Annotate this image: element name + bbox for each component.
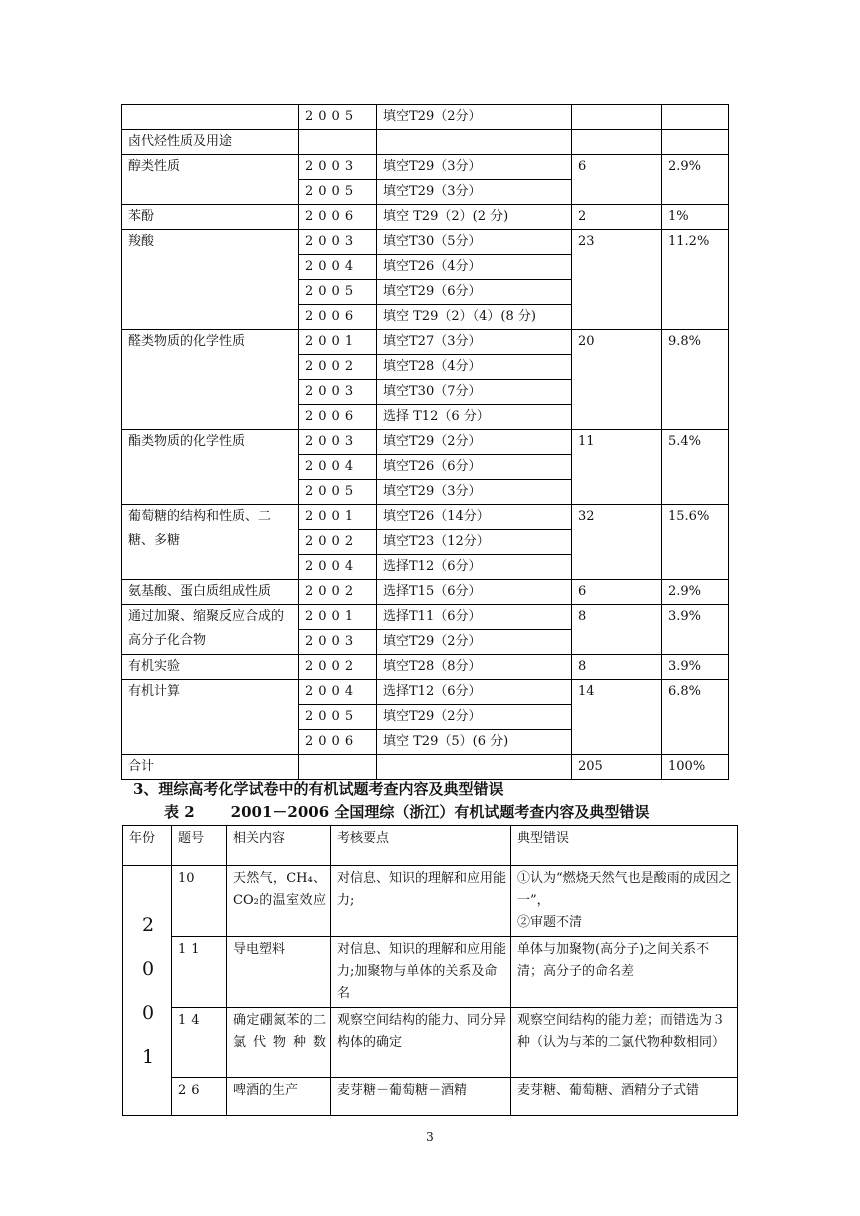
- error-cell: 麦芽糖、葡萄糖、酒精分子式错: [511, 1078, 738, 1116]
- table-row: [123, 1078, 738, 1116]
- year-cell: 2003: [299, 430, 377, 455]
- topic-cell: 羧酸: [122, 230, 299, 330]
- table-row: [122, 430, 729, 455]
- item-cell: 填空T23（12分）: [377, 530, 572, 555]
- year-cell: 2001: [299, 330, 377, 355]
- percent-cell: 2.9%: [662, 155, 729, 205]
- item-cell: 填空T29（3分）: [377, 480, 572, 505]
- count-cell: 6: [572, 155, 662, 205]
- year-cell: 2002: [299, 655, 377, 680]
- topic-cell: [122, 105, 299, 130]
- percent-cell: 15.6%: [662, 505, 729, 580]
- item-cell: [377, 755, 572, 780]
- count-cell: 6: [572, 580, 662, 605]
- table-row: [122, 505, 729, 530]
- year-cell: 2006: [299, 405, 377, 430]
- key-point-cell: 麦芽糖－葡萄糖－酒精: [331, 1078, 511, 1116]
- percent-cell: 9.8%: [662, 330, 729, 430]
- year-cell: [299, 130, 377, 155]
- topic-cell: 苯酚: [122, 205, 299, 230]
- year-cell: 2003: [299, 155, 377, 180]
- year-cell: 2001: [299, 505, 377, 530]
- count-cell: 8: [572, 605, 662, 655]
- content-cell: 天然气，CH₄、CO₂的温室效应: [227, 866, 331, 937]
- typical-errors-table: [122, 825, 738, 1116]
- year-cell: 2005: [299, 180, 377, 205]
- topic-cell: 通过加聚、缩聚反应合成的高分子化合物: [122, 605, 299, 655]
- percent-cell: [662, 130, 729, 155]
- header-year: 年份: [123, 826, 172, 866]
- topic-statistics-table: [121, 104, 729, 780]
- item-cell: [377, 130, 572, 155]
- error-cell: ①认为“燃烧天然气也是酸雨的成因之一”， ②审题不清: [511, 866, 738, 937]
- item-cell: 填空T29（2分）: [377, 705, 572, 730]
- item-cell: 填空T27（3分）: [377, 330, 572, 355]
- item-cell: 填空T26（14分）: [377, 505, 572, 530]
- table-row: [123, 937, 738, 1008]
- year-cell: 2004: [299, 455, 377, 480]
- year-cell: 2002: [299, 530, 377, 555]
- year-cell: 2005: [299, 280, 377, 305]
- error-cell: 单体与加聚物(高分子)之间关系不清；高分子的命名差: [511, 937, 738, 1008]
- item-cell: 填空T29（6分）: [377, 280, 572, 305]
- question-number: 26: [172, 1078, 227, 1116]
- year-cell: 2005: [299, 105, 377, 130]
- table-row: [122, 655, 729, 680]
- table-row: [122, 230, 729, 255]
- year-cell: 2005: [299, 705, 377, 730]
- count-cell: 11: [572, 430, 662, 505]
- count-cell: [572, 130, 662, 155]
- table-caption-text: 2001－2006 全国理综（浙江）有机试题考查内容及典型错误: [230, 803, 650, 821]
- count-cell: 23: [572, 230, 662, 330]
- key-point-cell: 对信息、知识的理解和应用能力;加聚物与单体的关系及命名: [331, 937, 511, 1008]
- item-cell: 填空T29（3分）: [377, 155, 572, 180]
- item-cell: 填空T30（5分）: [377, 230, 572, 255]
- topic-cell: 氨基酸、蛋白质组成性质: [122, 580, 299, 605]
- table-row: [122, 580, 729, 605]
- table-row: [122, 130, 729, 155]
- content-cell: 确定硼氮苯的二氯代物种数: [227, 1008, 331, 1078]
- total-row: [122, 755, 729, 780]
- percent-cell: [662, 105, 729, 130]
- topic-cell: 卤代烃性质及用途: [122, 130, 299, 155]
- year-cell: 2 0 0 1: [123, 866, 172, 1116]
- total-label: 合计: [122, 755, 299, 780]
- year-cell: 2006: [299, 305, 377, 330]
- year-cell: 2004: [299, 555, 377, 580]
- key-point-cell: 对信息、知识的理解和应用能力;: [331, 866, 511, 937]
- table-row: [122, 605, 729, 630]
- table-row: [122, 105, 729, 130]
- item-cell: 填空T29（2分）: [377, 430, 572, 455]
- year-cell: 2002: [299, 580, 377, 605]
- item-cell: 填空T29（2分）: [377, 105, 572, 130]
- table-row: [122, 205, 729, 230]
- count-cell: 20: [572, 330, 662, 430]
- item-cell: 填空T26（6分）: [377, 455, 572, 480]
- item-cell: 填空T30（7分）: [377, 380, 572, 405]
- item-cell: 填空 T29（2）(2 分): [377, 205, 572, 230]
- year-cell: 2005: [299, 480, 377, 505]
- table-row: [123, 1008, 738, 1078]
- year-cell: [299, 755, 377, 780]
- total-percent: 100%: [662, 755, 729, 780]
- item-cell: 选择T12（6分）: [377, 555, 572, 580]
- year-cell: 2006: [299, 205, 377, 230]
- item-cell: 填空 T29（5）(6 分): [377, 730, 572, 755]
- year-cell: 2006: [299, 730, 377, 755]
- percent-cell: 6.8%: [662, 680, 729, 755]
- item-cell: 填空 T29（2）（4）(8 分): [377, 305, 572, 330]
- header-row: [123, 826, 738, 866]
- year-cell: 2004: [299, 680, 377, 705]
- header-typical-errors: 典型错误: [511, 826, 738, 866]
- count-cell: 2: [572, 205, 662, 230]
- topic-cell: 有机计算: [122, 680, 299, 755]
- topic-cell: 醛类物质的化学性质: [122, 330, 299, 430]
- question-number: 11: [172, 937, 227, 1008]
- table-row: [122, 330, 729, 355]
- table-row: [123, 866, 738, 937]
- item-cell: 填空T28（4分）: [377, 355, 572, 380]
- item-cell: 选择 T12（6 分）: [377, 405, 572, 430]
- item-cell: 选择T12（6分）: [377, 680, 572, 705]
- table-caption-label: 表 2: [164, 803, 195, 821]
- percent-cell: 11.2%: [662, 230, 729, 330]
- percent-cell: 3.9%: [662, 655, 729, 680]
- item-cell: 填空T26（4分）: [377, 255, 572, 280]
- year-cell: 2001: [299, 605, 377, 630]
- percent-cell: 2.9%: [662, 580, 729, 605]
- year-cell: 2004: [299, 255, 377, 280]
- count-cell: 32: [572, 505, 662, 580]
- table-row: [122, 680, 729, 705]
- topic-cell: 醇类性质: [122, 155, 299, 205]
- header-key-points: 考核要点: [331, 826, 511, 866]
- key-point-cell: 观察空间结构的能力、同分异构体的确定: [331, 1008, 511, 1078]
- item-cell: 选择T11（6分）: [377, 605, 572, 630]
- topic-cell: 酯类物质的化学性质: [122, 430, 299, 505]
- content-cell: 导电塑料: [227, 937, 331, 1008]
- question-number: 10: [172, 866, 227, 937]
- topic-cell: 有机实验: [122, 655, 299, 680]
- page-number: 3: [426, 1130, 434, 1144]
- count-cell: 14: [572, 680, 662, 755]
- header-content: 相关内容: [227, 826, 331, 866]
- error-cell: 观察空间结构的能力差；而错选为３种（认为与苯的二氯代物种数相同）: [511, 1008, 738, 1078]
- count-cell: 8: [572, 655, 662, 680]
- item-cell: 填空T29（2分）: [377, 630, 572, 655]
- year-cell: 2003: [299, 380, 377, 405]
- header-number: 题号: [172, 826, 227, 866]
- year-cell: 2002: [299, 355, 377, 380]
- year-cell: 2003: [299, 230, 377, 255]
- percent-cell: 3.9%: [662, 605, 729, 655]
- section-heading: 3、理综高考化学试卷中的有机试题考查内容及典型错误: [133, 780, 504, 798]
- total-count: 205: [572, 755, 662, 780]
- percent-cell: 1%: [662, 205, 729, 230]
- content-cell: 啤酒的生产: [227, 1078, 331, 1116]
- item-cell: 填空T28（8分）: [377, 655, 572, 680]
- question-number: 14: [172, 1008, 227, 1078]
- percent-cell: 5.4%: [662, 430, 729, 505]
- year-cell: 2003: [299, 630, 377, 655]
- table-caption: [164, 801, 649, 822]
- topic-cell: 葡萄糖的结构和性质、二糖、多糖: [122, 505, 299, 580]
- table-row: [122, 155, 729, 180]
- item-cell: 填空T29（3分）: [377, 180, 572, 205]
- item-cell: 选择T15（6分）: [377, 580, 572, 605]
- count-cell: [572, 105, 662, 130]
